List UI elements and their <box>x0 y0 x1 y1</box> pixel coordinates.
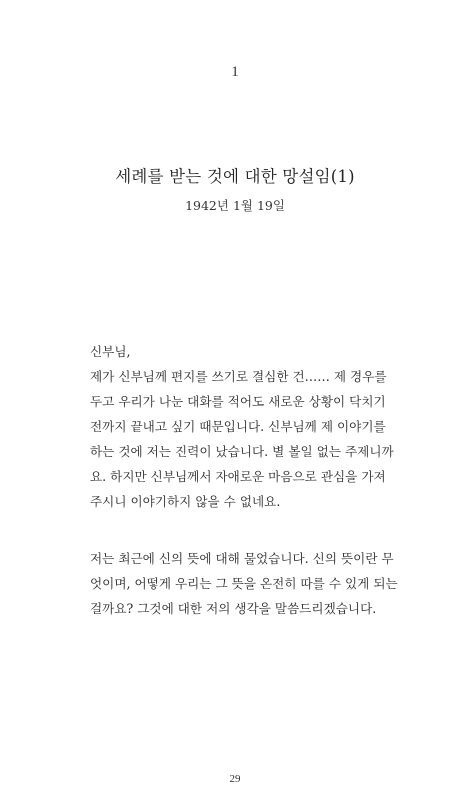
letter-paragraph-1 <box>90 364 394 514</box>
text-line: 두고 우리가 나눈 대화를 적어도 새로운 상황이 닥치기 <box>90 394 386 409</box>
text-line: 주시니 이야기하지 않을 수 없네요. <box>90 494 281 509</box>
chapter-number: 1 <box>231 64 239 80</box>
text-line: 요. 하지만 신부님께서 자애로운 마음으로 관심을 가져 <box>90 469 386 484</box>
text-line: 엇이며, 어떻게 우리는 그 뜻을 온전히 따를 수 있게 되는 <box>90 576 398 591</box>
text-line: 걸까요? 그것에 대한 저의 생각을 말씀드리겠습니다. <box>90 601 377 616</box>
text-line: 제가 신부님께 편지를 쓰기로 결심한 건…… 제 경우를 <box>90 369 387 384</box>
chapter-date: 1942년 1월 19일 <box>185 198 285 213</box>
text-line: 저는 최근에 신의 뜻에 대해 물었습니다. 신의 뜻이란 무 <box>90 551 394 566</box>
chapter-title: 세례를 받는 것에 대한 망설임(1) <box>115 167 355 186</box>
page-number: 29 <box>229 773 241 785</box>
letter-paragraph-2 <box>90 546 398 621</box>
text-line: 전까지 끝내고 싶기 때문입니다. 신부님께 제 이야기를 <box>90 419 386 434</box>
text-line: 하는 것에 저는 진력이 났습니다. 별 볼일 없는 주제니까 <box>90 444 394 459</box>
salutation-line: 신부님, <box>90 344 131 359</box>
letter-salutation <box>90 339 380 364</box>
